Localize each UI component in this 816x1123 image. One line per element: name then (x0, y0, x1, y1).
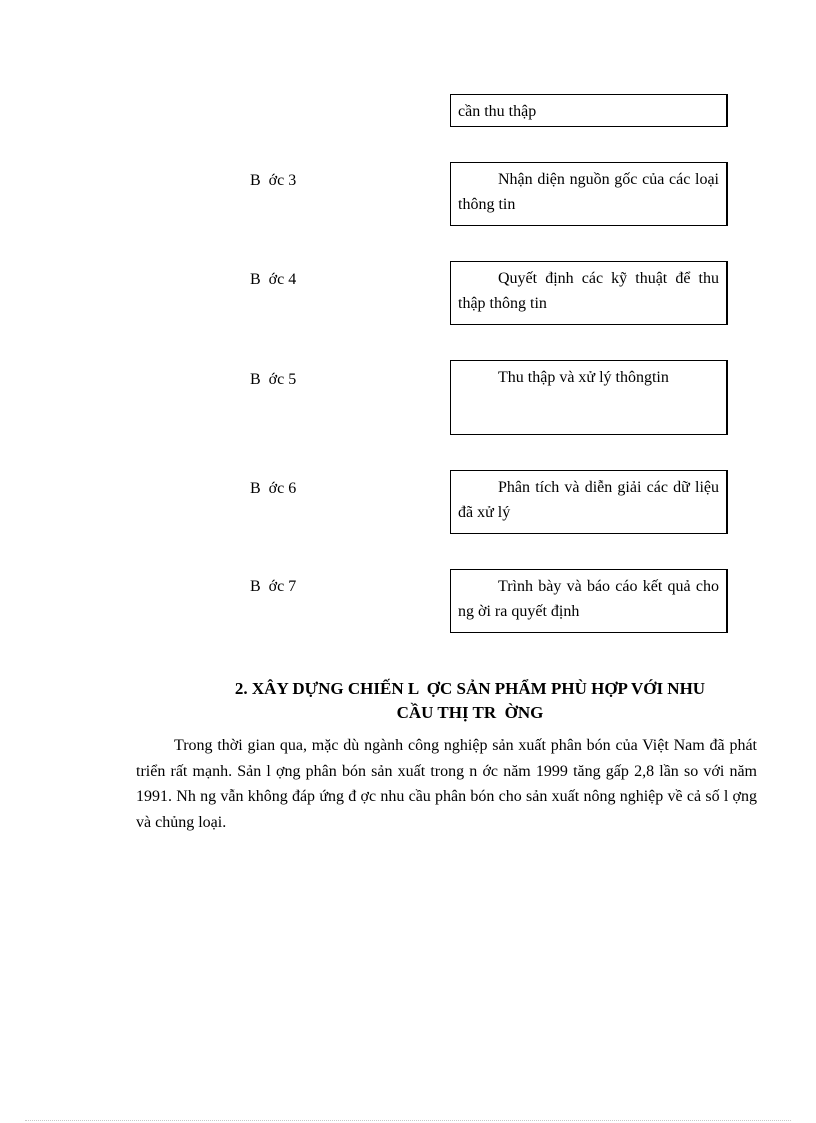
step-label-4: B ớc 4 (250, 271, 297, 288)
flow-box-step-7-text: Trình bày và báo cáo kết quả cho ng ời ra quyết định (458, 578, 719, 620)
flow-box-step-5 (450, 360, 728, 435)
flow-box-step-7 (450, 569, 728, 633)
flow-box-step-3 (450, 162, 728, 226)
section-heading-line-1: 2. XÂY DỰNG CHIẾN L ỢC SẢN PHẨM PHÙ HỢP VỚI NHU (234, 679, 706, 698)
section-heading-line-2: CẦU THỊ TR ỜNG (396, 703, 544, 722)
flow-box-top (450, 94, 728, 127)
flow-box-step-6 (450, 470, 728, 534)
body-paragraph: Trong thời gian qua, mặc dù ngành công nghiệp sản xuất phân bón của Việt Nam đã phát triển rất mạnh. Sản l ợng phân bón sản xuất trong n ớc năm 1999 tăng gấp 2,8 lần so với năm 1991. Nh ng vẫn không đáp ứng đ ợc nhu cầu phân bón cho sản xuất nông nghiệp về cả số l ợng và chủng loại. (136, 737, 757, 831)
flow-box-step-5-text: Thu thập và xử lý thôngtin (498, 369, 669, 386)
step-label-6: B ớc 6 (250, 480, 297, 497)
flow-box-step-6-text: Phân tích và diễn giải các dữ liệu đã xử lý (458, 479, 719, 521)
step-label-3: B ớc 3 (250, 172, 297, 189)
flow-box-top-text: cần thu thập (458, 103, 537, 120)
page-bottom-rule (25, 1120, 791, 1121)
flow-box-step-4 (450, 261, 728, 325)
step-label-5: B ớc 5 (250, 371, 297, 388)
flow-box-step-3-text: Nhận diện nguồn gốc của các loại thông tin (458, 171, 719, 213)
flow-box-step-4-text: Quyết định các kỹ thuật để thu thập thông tin (458, 270, 719, 312)
step-label-7: B ớc 7 (250, 578, 297, 595)
